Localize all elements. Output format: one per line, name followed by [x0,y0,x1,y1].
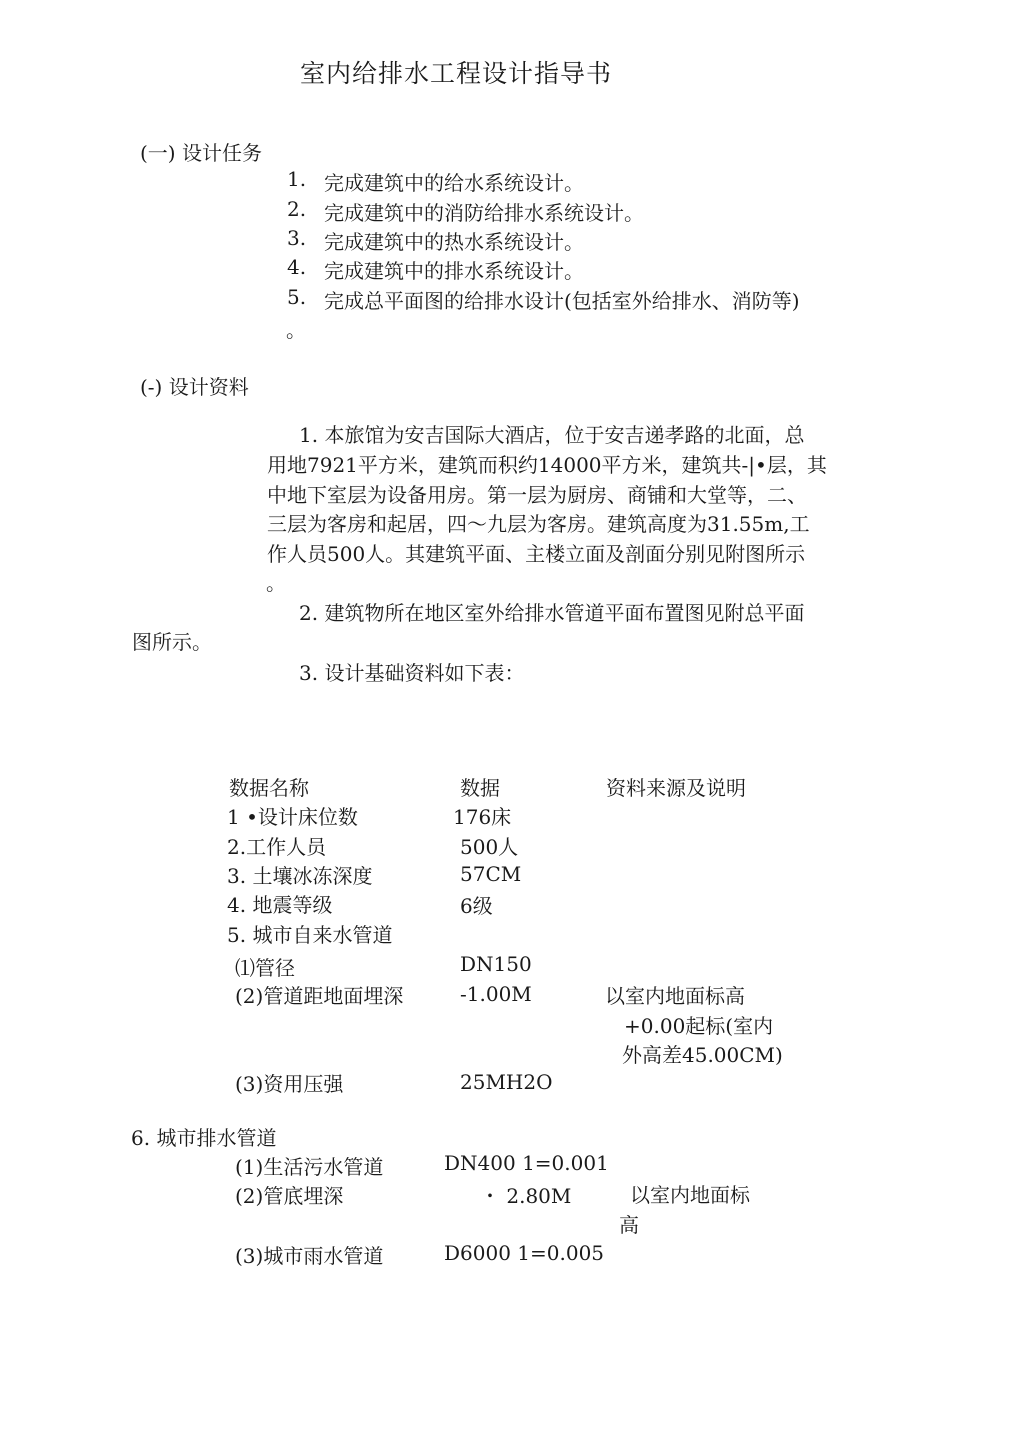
paragraph-line: 图所示。 [132,630,212,654]
table-cell-value: 176床 [453,805,512,829]
table-cell-note: 外高差45.00CM) [622,1043,783,1067]
task-item-number: 1. [287,167,307,191]
table-cell-value: DN150 [460,952,532,976]
paragraph-line: 3. 设计基础资料如下表： [299,661,525,685]
table-cell-name: 1 •设计床位数 [227,805,358,829]
table-header-note: 资料来源及说明 [606,776,746,800]
table-cell-name: (1)生活污水管道 [235,1155,384,1179]
table-cell-value: D6000 1=0.005 [444,1241,605,1265]
task-item-text: 完成建筑中的给水系统设计。 [324,171,584,195]
table-cell-name: 2.工作人员 [227,835,327,859]
table-cell-name: (2)管底埋深 [235,1184,344,1208]
table-cell-note: +0.00起标(室内 [624,1014,774,1038]
table-cell-value: 6级 [460,894,493,918]
task-item-number: 2. [287,197,307,221]
table-cell-value: 57CM [460,862,522,886]
task-item-text: 完成建筑中的热水系统设计。 [324,230,584,254]
section-heading-design-task: (一) 设计任务 [140,141,262,165]
paragraph-line: 三层为客房和起居，四～九层为客房。建筑高度为31.55m,工 [267,512,810,536]
table-cell-name: (3)城市雨水管道 [235,1244,384,1268]
table-cell-name: 6. 城市排水管道 [131,1126,277,1150]
table-cell-name: ⑴管径 [235,956,295,980]
paragraph-line: 用地7921平方米，建筑而积约14000平方米，建筑共-|•层，其 [267,453,827,477]
table-cell-name: (3)资用压强 [235,1072,344,1096]
table-header-value: 数据 [460,776,500,800]
table-cell-value: DN400 1=0.001 [444,1151,609,1175]
paragraph-line: 。 [266,571,286,595]
table-cell-note: 以室内地面标高 [605,984,745,1008]
table-cell-value: 500人 [460,835,519,859]
task-item-text: 完成总平面图的给排水设计(包括室外给排水、消防等) [324,289,800,313]
paragraph-line: 1. 本旅馆为安吉国际大酒店，位于安吉递孝路的北面，总 [299,423,805,447]
task-item-text: 完成建筑中的消防给排水系统设计。 [324,201,644,225]
task-item-number: 5. [287,285,307,309]
task-item-tail: 。 [286,318,306,342]
task-item-number: 4. [287,255,307,279]
table-cell-value: -1.00M [460,982,532,1006]
table-cell-name: (2)管道距地面埋深 [235,984,404,1008]
table-cell-name: 5. 城市自来水管道 [227,923,393,947]
task-item-text: 完成建筑中的排水系统设计。 [324,259,584,283]
table-cell-note: 高 [619,1213,639,1237]
page-title: 室内给排水工程设计指导书 [300,59,613,88]
paragraph-line: 作人员500人。其建筑平面、主楼立面及剖面分别见附图所示 [267,542,806,566]
table-cell-name: 3. 土壤冰冻深度 [227,864,373,888]
table-header-name: 数据名称 [229,776,309,800]
table-cell-value: ・ 2.80M [480,1184,572,1208]
table-cell-name: 4. 地震等级 [227,893,333,917]
table-cell-note: 以室内地面标 [630,1183,750,1207]
paragraph-line: 2. 建筑物所在地区室外给排水管道平面布置图见附总平面 [299,601,805,625]
task-item-number: 3. [287,226,307,250]
table-cell-value: 25MH2O [460,1070,553,1094]
paragraph-line: 中地下室层为设备用房。第一层为厨房、商铺和大堂等，二、 [267,483,807,507]
section-heading-design-data: (-) 设计资料 [140,375,249,399]
